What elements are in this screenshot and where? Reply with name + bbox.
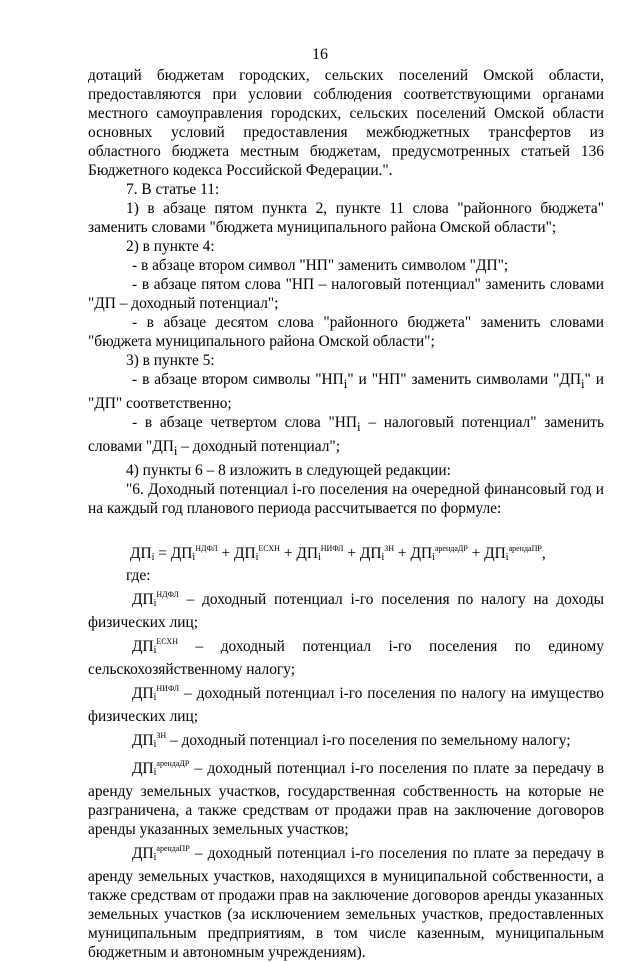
formula-term: ДП — [359, 545, 382, 563]
formula-term: ДП — [410, 545, 433, 563]
paragraph: 3) в пункте 5: — [126, 352, 215, 369]
formula-lhs: ДП — [130, 545, 152, 563]
definition-subscript: i — [153, 852, 157, 864]
formula-plus: + — [343, 545, 360, 563]
text-run: – доходный потенциал"; — [177, 438, 340, 456]
definition-item — [88, 726, 604, 754]
text-run: – налоговый потенциал" заменить словами "ДП — [88, 414, 604, 456]
paragraph: - в абзаце десятом слова "районного бюджета" заменить словами "бюджета муниципального района Омской области"; — [88, 314, 604, 350]
subscript: i — [173, 444, 178, 459]
definition-symbol: ДП — [132, 638, 154, 656]
formula-superscript: НДФЛ — [195, 544, 218, 554]
text-run: - в абзаце четвертом слова "НП — [132, 414, 357, 432]
definition-item — [88, 839, 604, 962]
definition-text: – доходный потенциал i-го поселения по земельному налогу; — [166, 732, 571, 750]
definition-item — [88, 754, 604, 839]
definition-text: – доходный потенциал i-го поселения по плате за передачу в аренду земельных участков, государственная собственность на которые не разграничена, а также средствам от продажи прав на заключение договоров аренды указанных земельных участков; — [88, 760, 604, 839]
formula-subscript: i — [255, 552, 259, 564]
paragraph: - в абзаце пятом слова "НП – налоговый потенциал" заменить словами "ДП – доходный потенциал"; — [88, 276, 604, 312]
formula-subscript: i — [505, 552, 509, 564]
where-label: где: — [126, 567, 151, 585]
definition-symbol: ДП — [132, 685, 154, 703]
definition-symbol: ДП — [132, 732, 154, 750]
formula-subscript: i — [381, 552, 385, 564]
definition-subscript: i — [153, 645, 157, 657]
definition-superscript: арендаПР — [156, 844, 190, 854]
definition-text: – доходный потенциал i-го поселения по налогу на доходы физических лиц; — [88, 591, 604, 632]
definition-subscript: i — [153, 739, 157, 751]
paragraph: дотаций бюджетам городских, сельских поселений Омской области, предоставляются при условии соблюдения соответствующими органами местного самоуправления городских, сельских поселений Омской области основных условий предоставления межбюджетных трансфертов из областного бюджета местным бюджетам, предусмотренных статьей 136 Бюджетного кодекса Российской Федерации.". — [88, 67, 604, 179]
formula-end: , — [541, 545, 546, 563]
formula-plus: + — [394, 545, 411, 563]
paragraph: - в абзаце втором символ "НП" заменить символом "ДП"; — [132, 257, 509, 274]
text-run: - в абзаце втором символы "НП — [132, 371, 344, 388]
definitions-list — [88, 585, 604, 962]
formula-equals: = — [154, 545, 171, 563]
definition-text: – доходный потенциал i-го поселения по налогу на имущество физических лиц; — [88, 685, 604, 726]
formula-term: ДП — [296, 545, 318, 563]
definition-superscript: НДФЛ — [156, 590, 179, 600]
definition-superscript: ЕСХН — [156, 637, 178, 647]
definition-item — [88, 585, 604, 632]
paragraph — [88, 413, 604, 461]
formula-plus: + — [217, 545, 234, 563]
formula-plus: + — [467, 545, 485, 563]
formula-superscript: арендаПР — [508, 544, 542, 554]
definition-symbol: ДП — [132, 591, 154, 609]
paragraph: 2) в пункте 4: — [126, 238, 215, 255]
paragraph — [88, 370, 604, 413]
paragraph: 4) пункты 6 – 8 изложить в следующей редакции: — [126, 462, 451, 480]
formula-superscript: ЗН — [384, 544, 395, 554]
definition-subscript: i — [153, 692, 157, 704]
formula-term: ДП — [233, 545, 256, 563]
definition-symbol: ДП — [132, 845, 154, 863]
definition-symbol: ДП — [132, 760, 154, 778]
formula-plus: + — [279, 545, 297, 563]
text-run: " и "НП" заменить символами "ДП — [347, 371, 581, 388]
formula-subscript: i — [317, 552, 321, 564]
definition-superscript: ЗН — [156, 731, 167, 741]
document-body — [88, 66, 604, 962]
formula-term: ДП — [170, 545, 193, 563]
formula-superscript: ЕСХН — [258, 544, 280, 554]
subscript: i — [343, 377, 348, 392]
subscript: i — [580, 377, 585, 392]
formula-subscript: i — [151, 552, 155, 564]
paragraph: "6. Доходный потенциал i-го поселения на очередной финансовый год и на каждый год планового периода рассчитывается по формуле: — [88, 481, 604, 518]
subscript: i — [356, 420, 361, 435]
formula-superscript: НИФЛ — [320, 544, 344, 554]
definition-subscript: i — [153, 767, 157, 779]
formula-superscript: арендаДР — [434, 544, 468, 554]
formula-subscript: i — [192, 552, 196, 564]
paragraph: 1) в абзаце пятом пункта 2, пункте 11 слова "районного бюджета" заменить словами "бюджета муниципального района Омской области"; — [88, 200, 604, 236]
definition-superscript: НИФЛ — [156, 684, 180, 694]
formula-term: ДП — [484, 545, 506, 563]
definition-text: – доходный потенциал i-го поселения по плате за передачу в аренду земельных участков, находящихся в муниципальной собственности, а также средствам от продажи прав на заключение договоров аренды указанных земельных участков (за исключением земельных участков, предоставленных муниципальным предприятиям, в том числе казенным, муниципальным бюджетным и автономным учреждениям). — [88, 845, 604, 962]
text-run: " и "ДП" соответственно; — [88, 371, 604, 413]
article-heading: 7. В статье 11: — [126, 181, 220, 198]
formula — [130, 532, 604, 566]
definition-item — [88, 679, 604, 726]
page-number: 16 — [312, 46, 328, 63]
formula-subscript: i — [432, 552, 435, 564]
definition-subscript: i — [153, 598, 157, 610]
definition-item — [88, 632, 604, 679]
definition-text: – доходный потенциал i-го поселения по единому сельскохозяйственному налогу; — [88, 638, 604, 679]
definition-superscript: арендаДР — [156, 759, 190, 769]
